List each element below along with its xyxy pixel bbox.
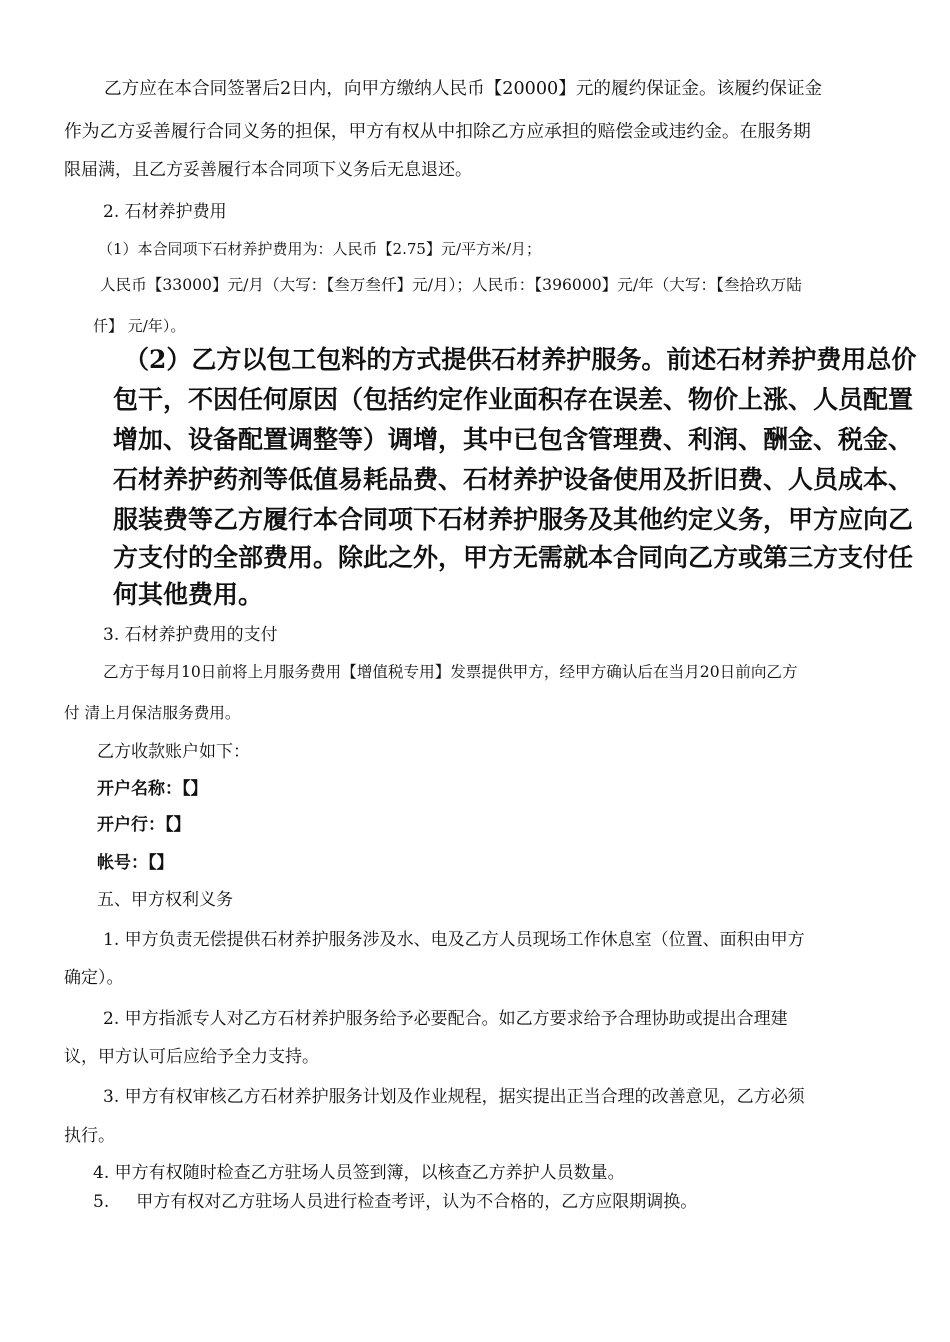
text-line: 乙方应在本合同签署后2日内，向甲方缴纳人民币【20000】元的履约保证金。该履约保证金 bbox=[104, 79, 823, 99]
text-line: 1. 甲方负责无偿提供石材养护服务涉及水、电及乙方人员现场工作休息室（位置、面积由甲方 bbox=[103, 930, 805, 950]
text-line: 乙方于每月10日前将上月服务费用【增值税专用】发票提供甲方，经甲方确认后在当月20日前向乙方 bbox=[103, 663, 798, 681]
text-line: 限届满，且乙方妥善履行本合同项下义务后无息退还。 bbox=[64, 160, 472, 180]
text-line: 帐号：【】 bbox=[97, 853, 174, 873]
section-heading: 2. 石材养护费用 bbox=[103, 202, 227, 222]
text-line: 执行。 bbox=[64, 1126, 115, 1146]
text-line-large: 石材养护药剂等低值易耗品费、石材养护设备使用及折旧费、人员成本、 bbox=[113, 465, 914, 494]
text-line-large: 增加、设备配置调整等）调增，其中已包含管理费、利润、酬金、税金、 bbox=[113, 425, 914, 454]
text-line: 2. 甲方指派专人对乙方石材养护服务给予必要配合。如乙方要求给予合理协助或提出合理建 bbox=[103, 1009, 788, 1029]
text-line: 5. 甲方有权对乙方驻场人员进行检查考评，认为不合格的，乙方应限期调换。 bbox=[93, 1192, 698, 1212]
text-line: （1）本合同项下石材养护费用为：人民币【2.75】元/平方米/月； bbox=[98, 240, 542, 258]
text-line: 仟】 元/年）。 bbox=[93, 317, 186, 335]
text-line: 开户名称：【】 bbox=[97, 779, 208, 799]
text-line-large: 包干，不因任何原因（包括约定作业面积存在误差、物价上涨、人员配置 bbox=[113, 385, 914, 414]
section-heading: 五、甲方权利义务 bbox=[97, 890, 233, 910]
text-line: 4. 甲方有权随时检查乙方驻场人员签到簿，以核查乙方养护人员数量。 bbox=[93, 1163, 625, 1183]
text-line: 开户行：【】 bbox=[97, 815, 191, 835]
text-line: 付 清上月保洁服务费用。 bbox=[64, 704, 241, 722]
text-line: 乙方收款账户如下： bbox=[97, 742, 250, 762]
text-line: 确定）。 bbox=[64, 968, 124, 988]
text-line: 3. 甲方有权审核乙方石材养护服务计划及作业规程，据实提出正当合理的改善意见，乙方必须 bbox=[103, 1087, 805, 1107]
text-line: 人民币【33000】元/月（大写：【叁万叁仟】元/月）；人民币：【396000】元/年（大写：【叁拾玖万陆 bbox=[100, 276, 802, 294]
text-line-large: （2）乙方以包工包料的方式提供石材养护服务。前述石材养护费用总价 bbox=[124, 345, 917, 374]
text-line: 作为乙方妥善履行合同义务的担保，甲方有权从中扣除乙方应承担的赔偿金或违约金。在服务期 bbox=[64, 121, 811, 142]
section-heading: 3. 石材养护费用的支付 bbox=[103, 625, 278, 645]
text-line-large: 何其他费用。 bbox=[113, 580, 264, 609]
text-line-large: 服装费等乙方履行本合同项下石材养护服务及其他约定义务，甲方应向乙 bbox=[113, 505, 914, 534]
text-line-large: 方支付的全部费用。除此之外，甲方无需就本合同向乙方或第三方支付任 bbox=[113, 543, 914, 572]
text-line: 议，甲方认可后应给予全力支持。 bbox=[64, 1047, 319, 1067]
